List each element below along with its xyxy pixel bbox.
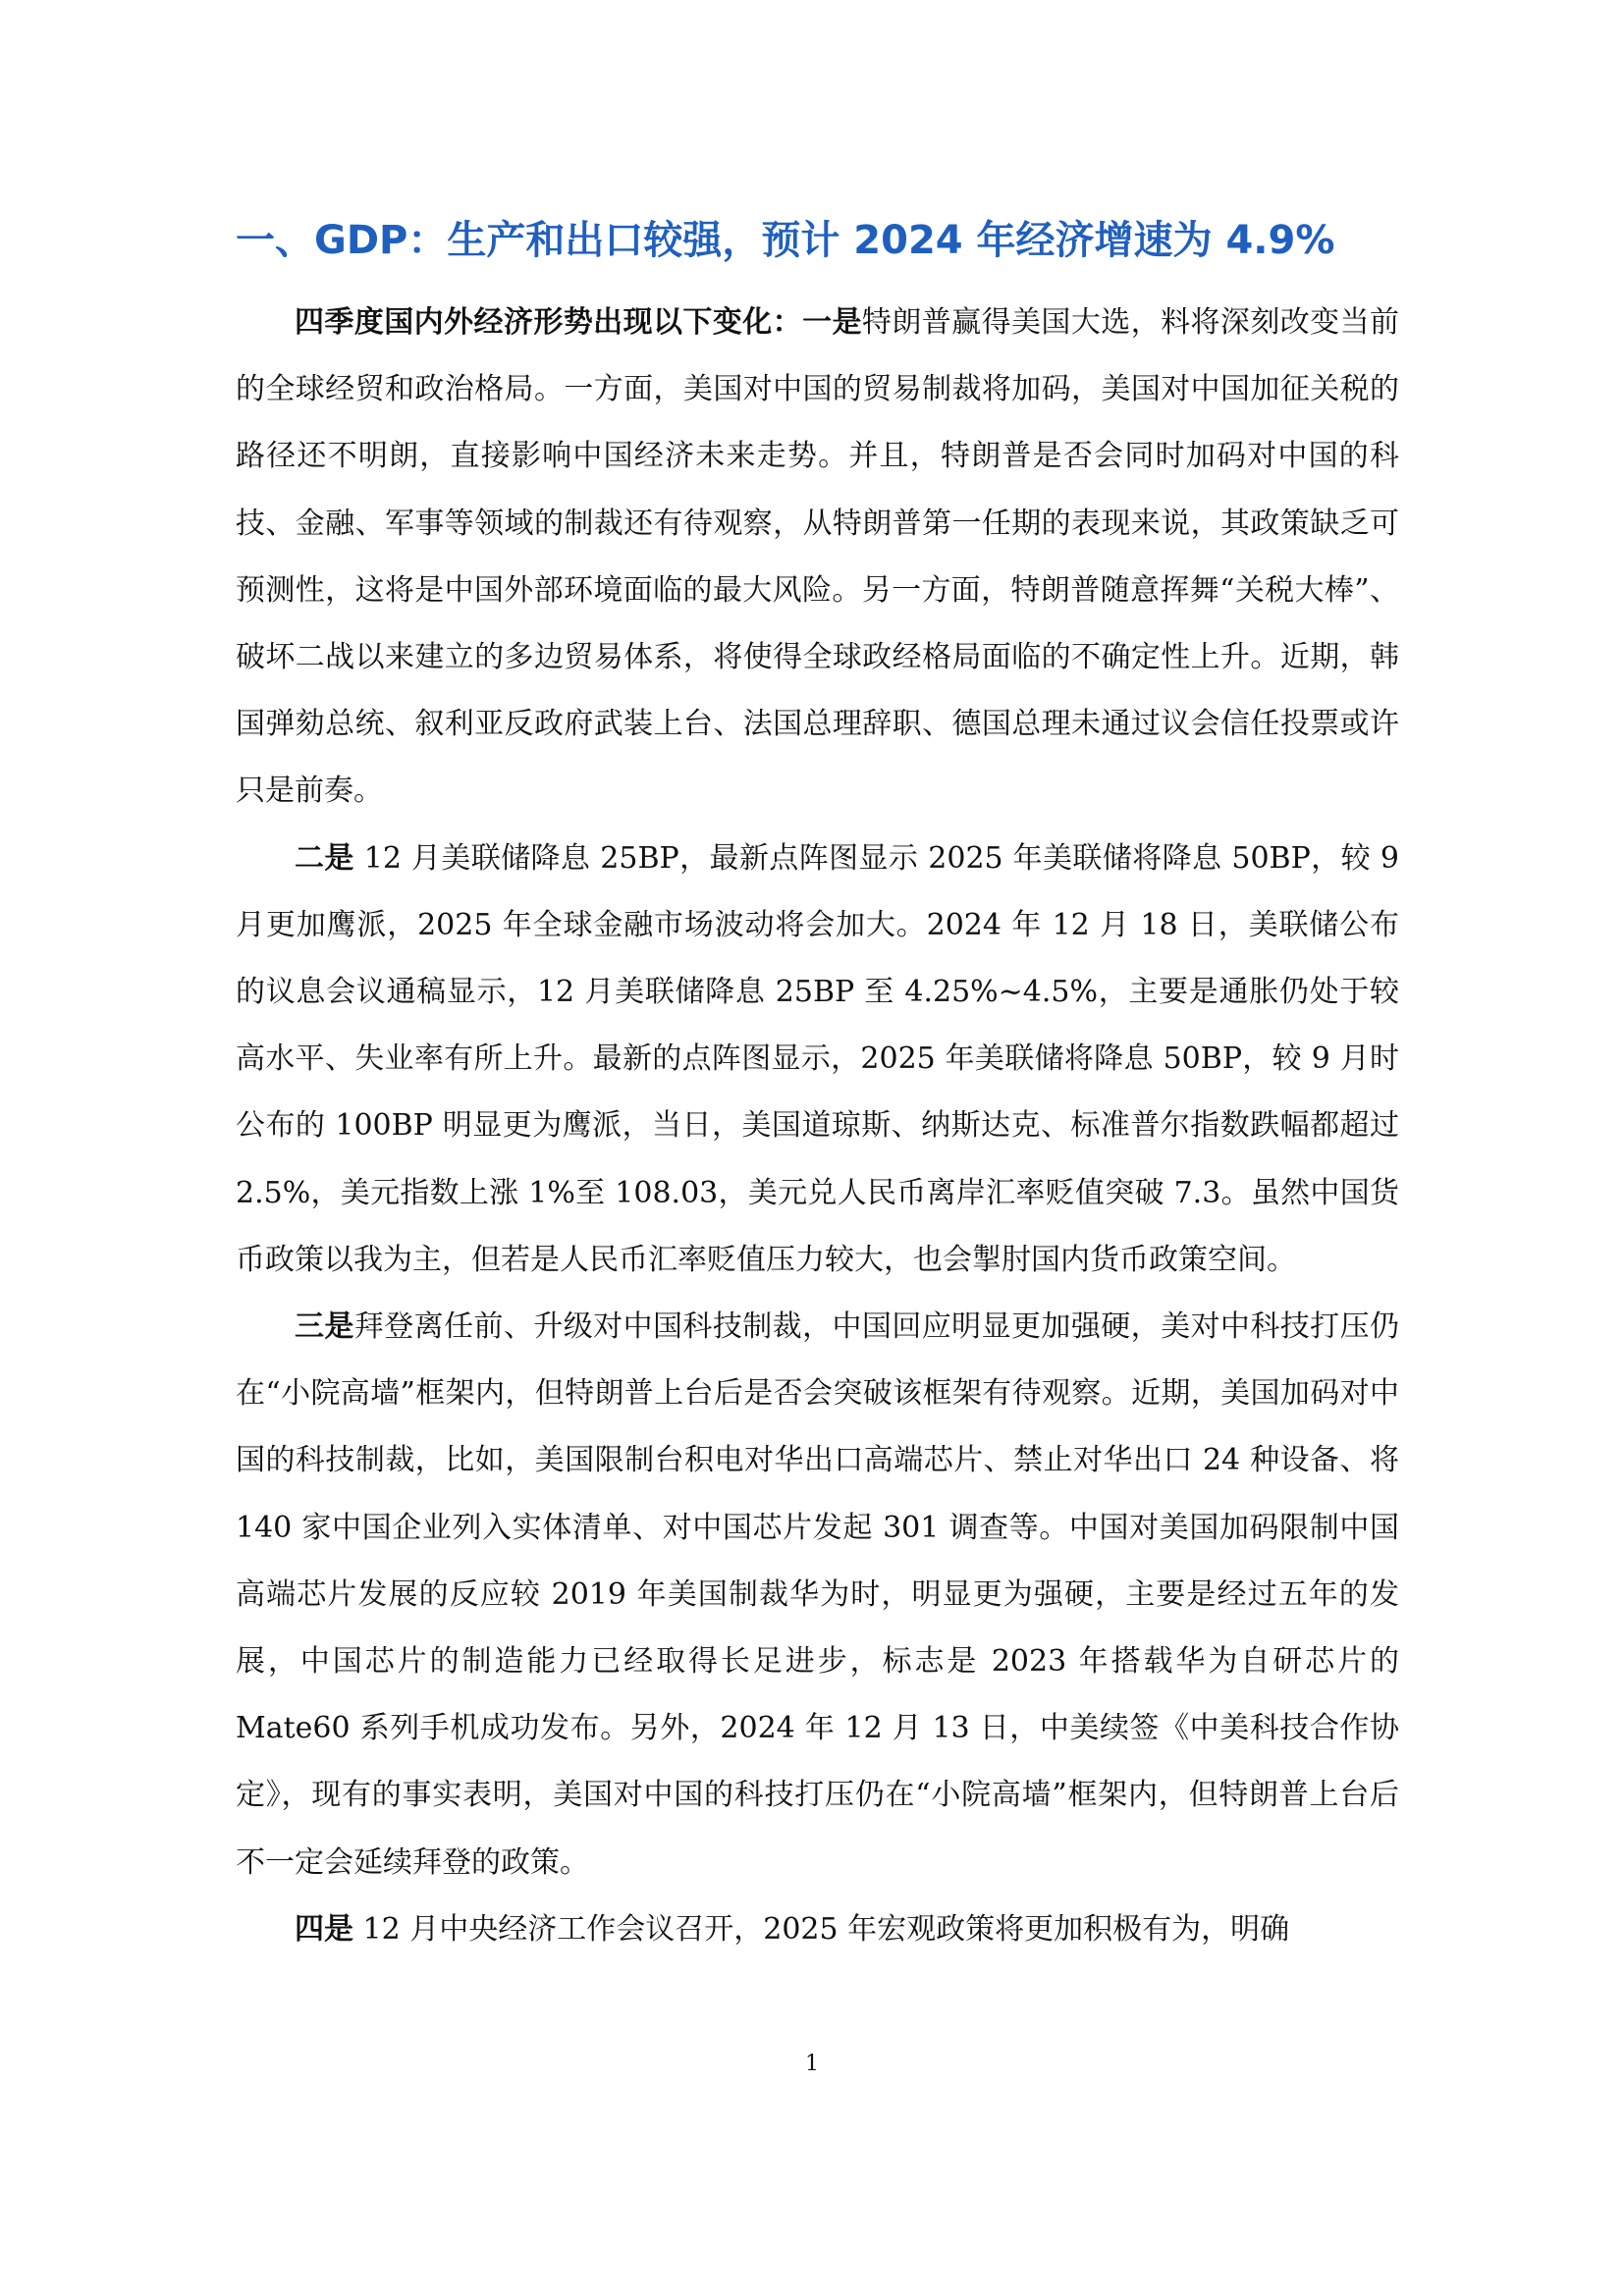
paragraph-2-text: 12 月美联储降息 25BP，最新点阵图显示 2025 年美联储将降息 50BP，较 9 月更加鹰派，2025 年全球金融市场波动将会加大。2024 年 12 月 18 日，美联储公布的议息会议通稿显示，12 月美联储降息 25BP 至 4.25%~4.5%，主要是通胀仍处于较高水平、失业率有所上升。最新的点阵图显示，2025 年美联储将降息 50BP，较 9 月时公布的 100BP 明显更为鹰派，当日，美国道琼斯、纳斯达克、标准普尔指数跌幅都超过 2.5%，美元指数上涨 1%至 108.03，美元兑人民币离岸汇率贬值突破 7.3。虽然中国货币政策以我为主，但若是人民币汇率贬值压力较大，也会掣肘国内货币政策空间。 — [236, 840, 1400, 1277]
paragraph-2 — [236, 826, 1399, 1294]
document-page — [236, 211, 1399, 1963]
section-heading: 一、GDP：生产和出口较强，预计 2024 年经济增速为 4.9% — [236, 218, 1335, 263]
paragraph-3-text: 拜登离任前、升级对中国科技制裁，中国回应明显更加强硬，美对中科技打压仍在“小院高墙”框架内，但特朗普上台后是否会突破该框架有待观察。近期，美国加码对中国的科技制裁，比如，美国限制台积电对华出口高端芯片、禁止对华出口 24 种设备、将 140 家中国企业列入实体清单、对中国芯片发起 301 调查等。中国对美国加码限制中国高端芯片发展的反应较 2019 年美国制裁华为时，明显更为强硬，主要是经过五年的发展，中国芯片的制造能力已经取得长足进步，标志是 2023 年搭载华为自研芯片的 Mate60 系列手机成功发布。另外，2024 年 12 月 13 日，中美续签《中美科技合作协定》，现有的事实表明，美国对中国的科技打压仍在“小院高墙”框架内，但特朗普上台后不一定会延续拜登的政策。 — [236, 1309, 1400, 1880]
paragraph-1-text: 特朗普赢得美国大选，料将深刻改变当前的全球经贸和政治格局。一方面，美国对中国的贸易制裁将加码，美国对中国加征关税的路径还不明朗，直接影响中国经济未来走势。并且，特朗普是否会同时加码对中国的科技、金融、军事等领域的制裁还有待观察，从特朗普第一任期的表现来说，其政策缺乏可预测性，这将是中国外部环境面临的最大风险。另一方面，特朗普随意挥舞“关税大棒”、破坏二战以来建立的多边贸易体系，将使得全球政经格局面临的不确定性上升。近期，韩国弹劾总统、叙利亚反政府武装上台、法国总理辞职、德国总理未通过议会信任投票或许只是前奏。 — [236, 305, 1400, 809]
page-number: 1 — [805, 2052, 819, 2076]
paragraph-4-text: 12 月中央经济工作会议召开，2025 年宏观政策将更加积极有为，明确 — [353, 1911, 1290, 1947]
paragraph-1-lead: 四季度国内外经济形势出现以下变化：一是 — [295, 305, 862, 340]
paragraph-4 — [236, 1896, 1399, 1963]
paragraph-3-lead: 三是 — [295, 1309, 354, 1345]
paragraph-4-lead: 四是 — [295, 1911, 353, 1947]
paragraph-2-lead: 二是 — [295, 840, 354, 876]
paragraph-1 — [236, 290, 1399, 826]
paragraph-3 — [236, 1294, 1399, 1896]
